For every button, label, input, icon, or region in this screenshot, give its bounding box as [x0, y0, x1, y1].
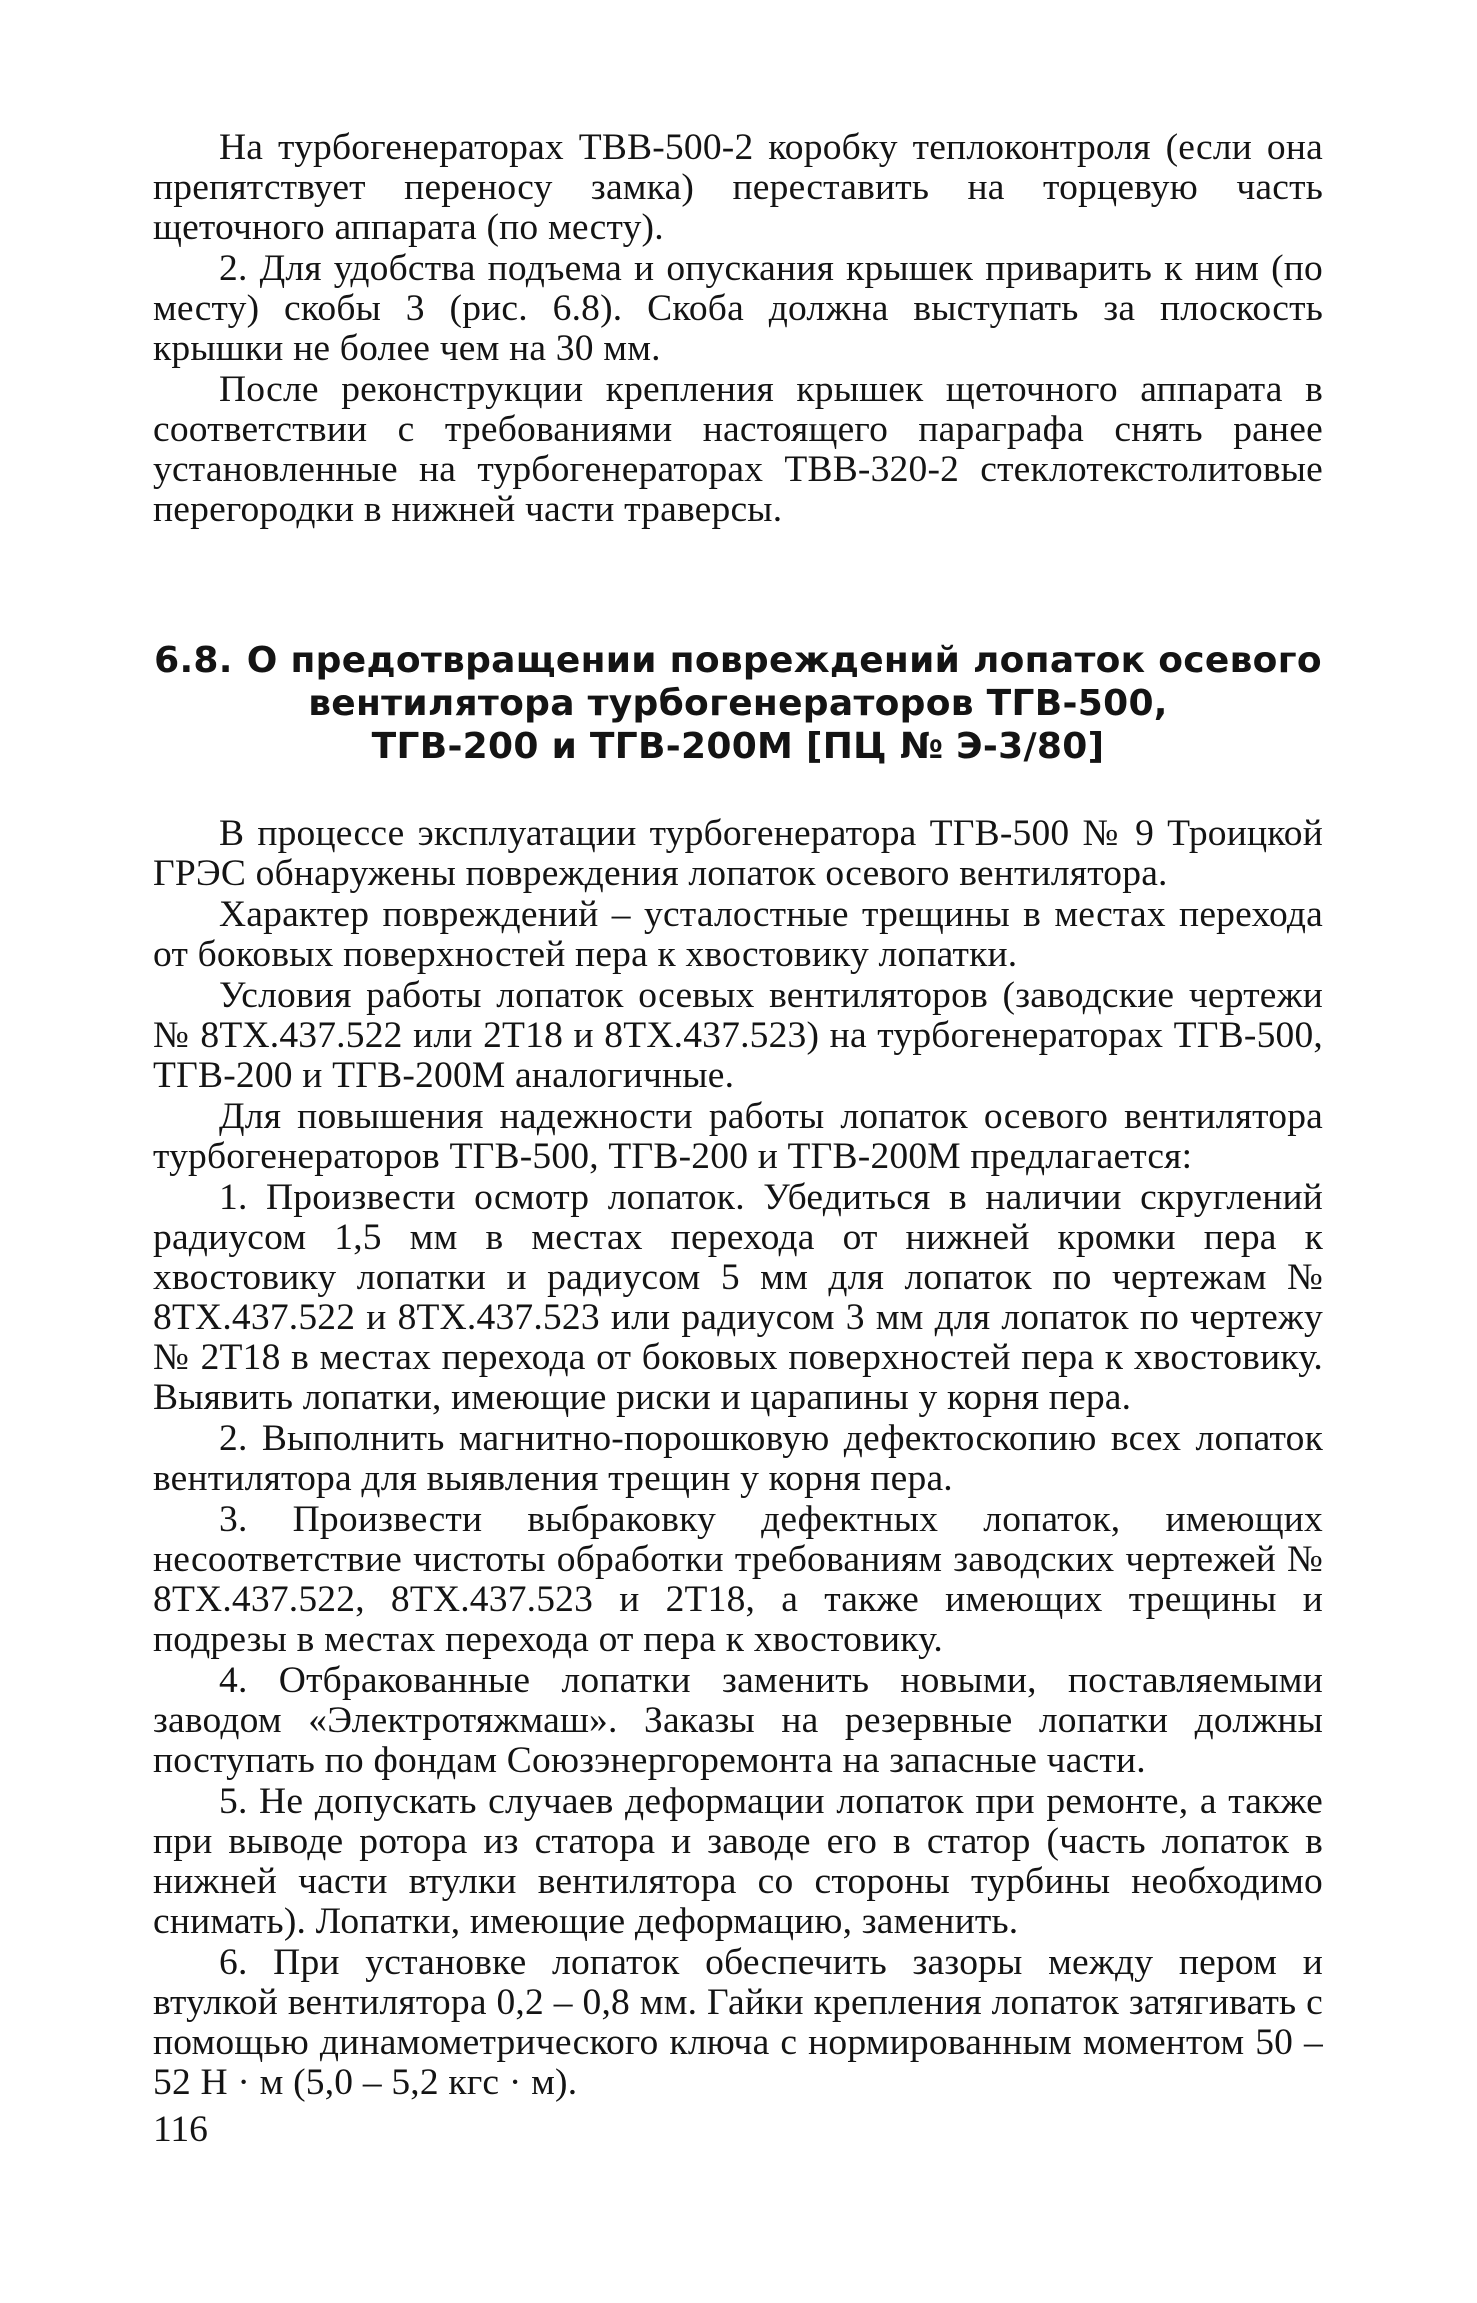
paragraph-thermal-box: На турбогенераторах ТВВ-500-2 коробку теплоконтроля (если она препятствует переносу замка) переставить на торцевую часть щеточного аппарата (по месту).	[153, 127, 1323, 248]
section-heading	[153, 639, 1323, 768]
list-item-2: 2. Выполнить магнитно-порошковую дефектоскопию всех лопаток вентилятора для выявления трещин у корня пера.	[153, 1418, 1323, 1499]
page-number: 116	[153, 2109, 208, 2150]
page-content	[153, 128, 1323, 2104]
list-item-6: 6. При установке лопаток обеспечить зазоры между пером и втулкой вентилятора 0,2 – 0,8 мм. Гайки крепления лопаток затягивать с помощью динамометрического ключа с нормированным моментом 50 – 52 Н · м (5,0 – 5,2 кгс · м).	[153, 1942, 1323, 2103]
section-title-line-1: О предотвращении повреждений лопаток осевого	[246, 640, 1322, 681]
paragraph-damage-nature: Характер повреждений – усталостные трещины в местах перехода от боковых поверхностей пера к хвостовику лопатки.	[153, 894, 1323, 975]
section-title-line-2: вентилятора турбогенераторов ТГВ-500,	[308, 683, 1168, 724]
section-heading-line-1	[153, 639, 1323, 682]
list-item-3: 3. Произвести выбраковку дефектных лопаток, имеющих несоответствие чистоты обработки требованиям заводских чертежей № 8ТХ.437.522, 8ТХ.437.523 и 2Т18, а также имеющих трещины и подрезы в местах перехода от пера к хвостовику.	[153, 1499, 1323, 1660]
paragraph-work-conditions: Условия работы лопаток осевых вентиляторов (заводские чертежи № 8ТХ.437.522 или 2Т18 и 8ТХ.437.523) на турбогенераторах ТГВ-500, ТГВ-200 и ТГВ-200М аналогичные.	[153, 975, 1323, 1096]
paragraph-proposal-intro: Для повышения надежности работы лопаток осевого вентилятора турбогенераторов ТГВ-500, ТГВ-200 и ТГВ-200М предлагается:	[153, 1096, 1323, 1177]
section-number: 6.8.	[154, 640, 233, 681]
list-item-4: 4. Отбракованные лопатки заменить новыми, поставляемыми заводом «Электротяжмаш». Заказы на резервные лопатки должны поступать по фондам Союзэнергоремонта на запасные части.	[153, 1660, 1323, 1781]
paragraph-brackets: 2. Для удобства подъема и опускания крышек приварить к ним (по месту) скобы 3 (рис. 6.8). Скоба должна выступать за плоскость крышки не более чем на 30 мм.	[153, 248, 1323, 369]
paragraph-damage-found: В процессе эксплуатации турбогенератора ТГВ-500 № 9 Троицкой ГРЭС обнаружены повреждения лопаток осевого вентилятора.	[153, 813, 1323, 894]
spacer	[153, 531, 1323, 639]
spacer	[153, 768, 1323, 814]
paragraph-partitions: После реконструкции крепления крышек щеточного аппарата в соответствии с требованиями настоящего параграфа снять ранее установленные на турбогенераторах ТВВ-320-2 стеклотекстолитовые перегородки в нижней части траверсы.	[153, 369, 1323, 530]
section-title-line-3: ТГВ-200 и ТГВ-200М [ПЦ № Э-3/80]	[371, 726, 1105, 767]
list-item-5: 5. Не допускать случаев деформации лопаток при ремонте, а также при выводе ротора из статора и заводе его в статор (часть лопаток в нижней части втулки вентилятора со стороны турбины необходимо снимать). Лопатки, имеющие деформацию, заменить.	[153, 1781, 1323, 1942]
list-item-1: 1. Произвести осмотр лопаток. Убедиться в наличии скруглений радиусом 1,5 мм в местах перехода от нижней кромки пера к хвостовику лопатки и радиусом 5 мм для лопаток по чертежам № 8ТХ.437.522 и 8ТХ.437.523 или радиусом 3 мм для лопаток по чертежу № 2Т18 в местах перехода от боковых поверхностей пера к хвостовику. Выявить лопатки, имеющие риски и царапины у корня пера.	[153, 1177, 1323, 1418]
